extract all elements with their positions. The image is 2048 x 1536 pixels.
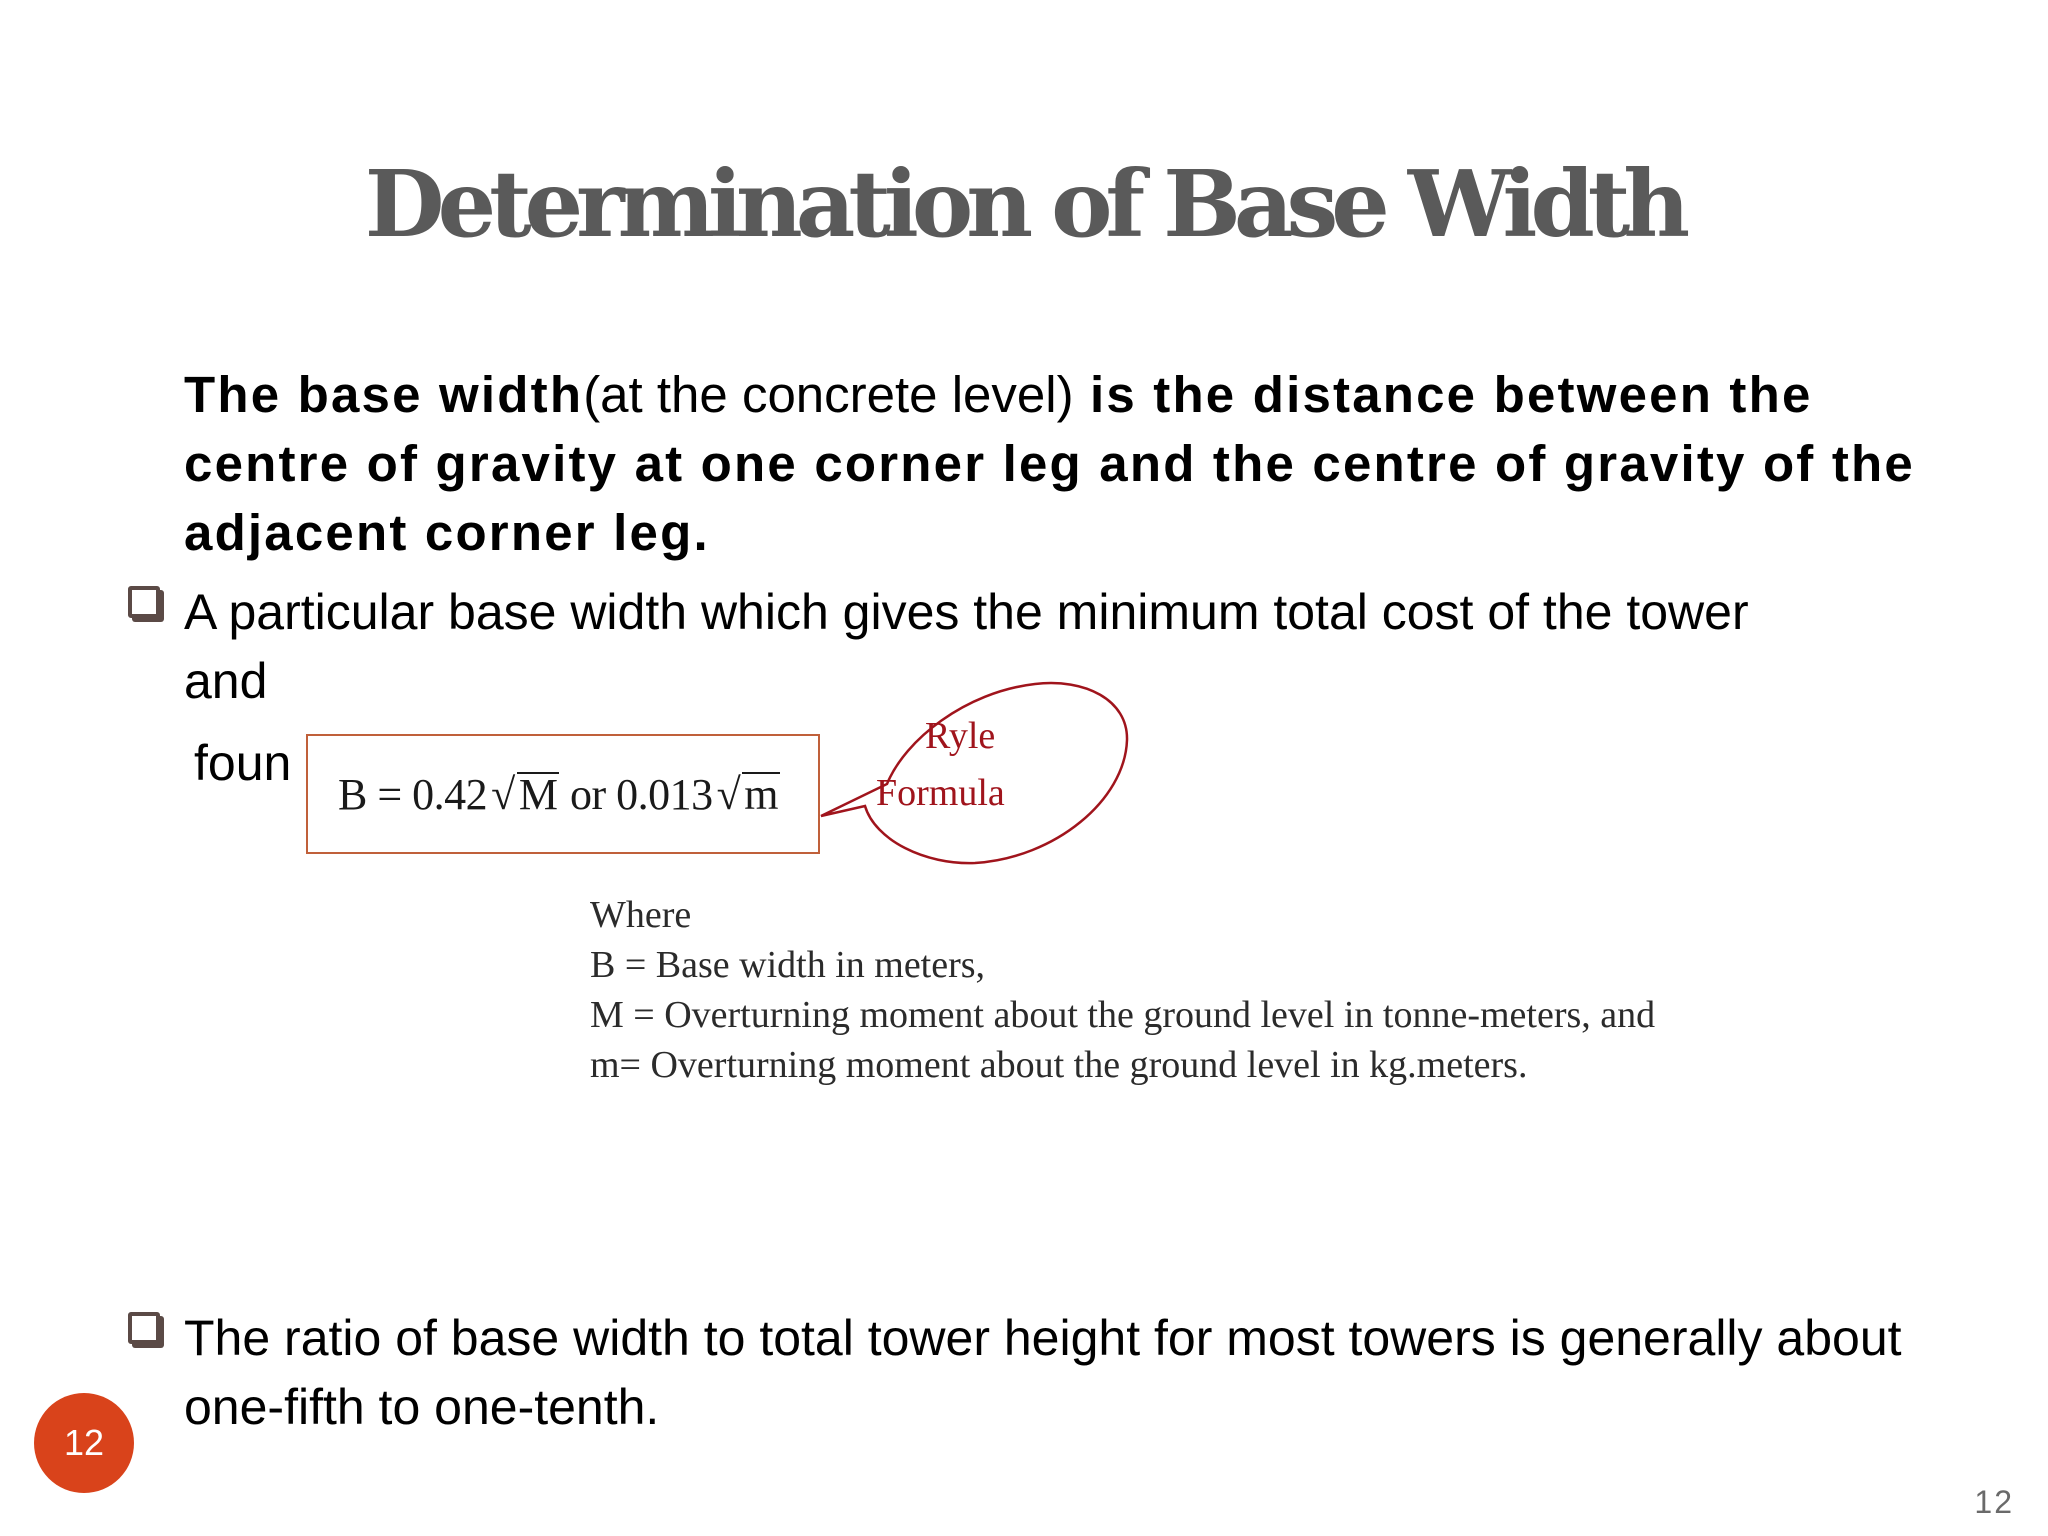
sqrt-icon: √ — [491, 769, 515, 819]
callout-line: Ryle — [925, 715, 996, 757]
formula-radicand: M — [518, 770, 558, 819]
callout-line: Formula — [876, 772, 1005, 814]
bullet-line: and — [184, 653, 268, 709]
where-line: B = Base width in meters, — [590, 944, 986, 986]
page-number: 12 — [1974, 1484, 2014, 1520]
intro-bold-start: The base width — [184, 366, 584, 423]
where-line: m= Overturning moment about the ground level in kg.meters. — [590, 1044, 1528, 1086]
formula-box — [306, 734, 820, 854]
intro-bold-rest: is the distance between the centre of gravity at one corner leg and the centre of gravity of the adjacent corner leg. — [184, 366, 1915, 561]
where-line: M = Overturning moment about the ground level in tonne-meters, and — [590, 994, 1656, 1036]
bullet-line-truncated: foun — [194, 735, 292, 791]
slide-number-badge: 12 — [34, 1393, 134, 1493]
sqrt-icon: √ — [716, 769, 741, 819]
formula-radicand: m — [744, 770, 778, 819]
formula-part: or 0.013 — [559, 769, 713, 819]
intro-paragraph — [184, 360, 1974, 567]
formula-part: B = 0.42 — [338, 769, 488, 819]
bullet-item: The ratio of base width to total tower height for most towers is generally about one-fifth to one-tenth. — [184, 1310, 1902, 1435]
checkbox-bullet-icon — [128, 586, 160, 618]
slide-title: Determination of Base Width — [364, 150, 1684, 258]
bullet-line: A particular base width which gives the minimum total cost of the tower — [184, 584, 1749, 640]
checkbox-bullet-icon — [128, 1312, 160, 1344]
where-heading: Where — [590, 894, 692, 936]
intro-normal: (at the concrete level) — [583, 366, 1074, 423]
where-block — [590, 890, 1655, 1090]
